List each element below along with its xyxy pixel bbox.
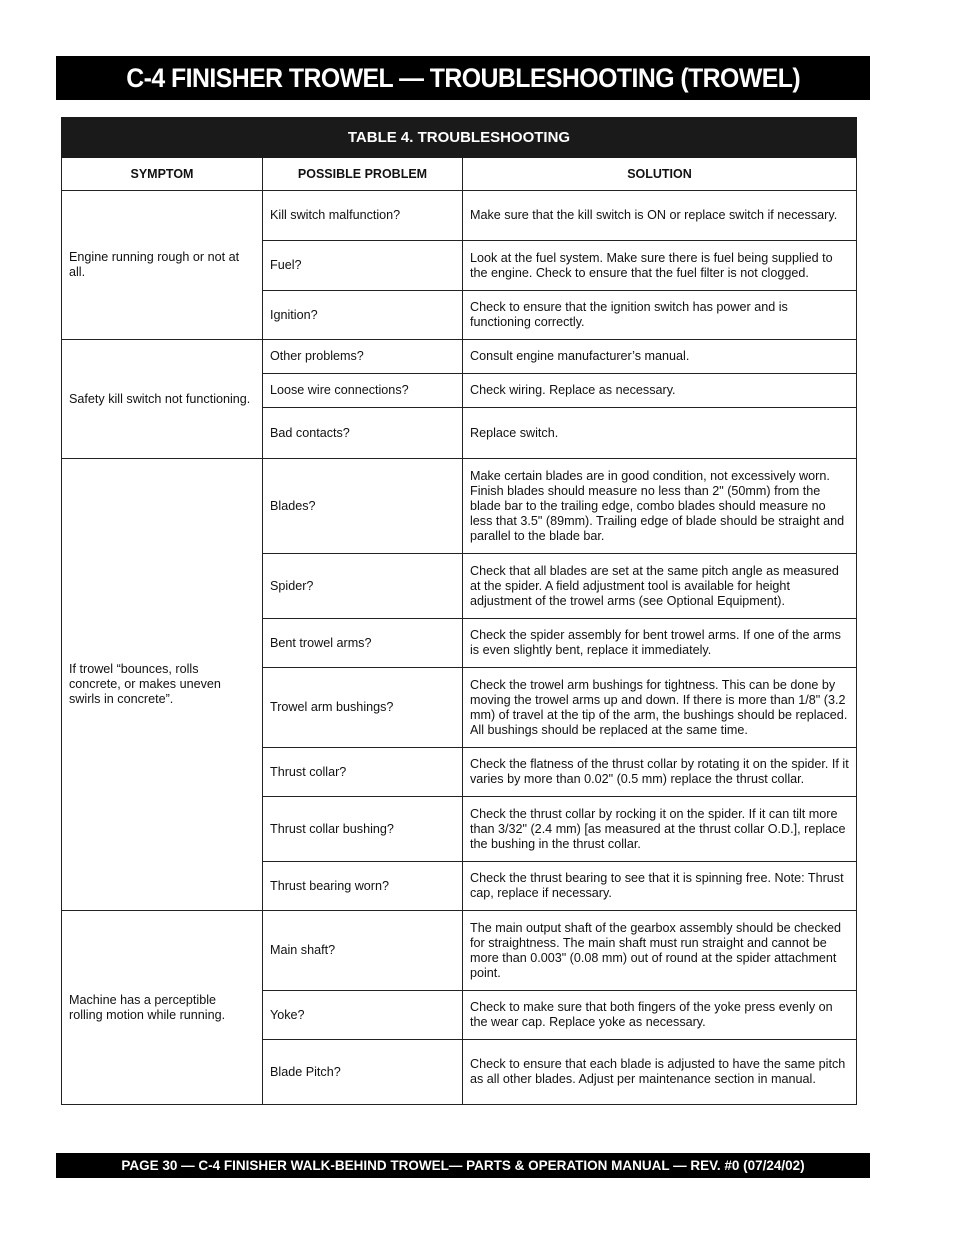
solution-cell: Check that all blades are set at the same pitch angle as measured at the spider. A field adjustment tool is available for height adjustment of the trowel arms (see Optional Equipment). xyxy=(463,554,857,619)
problem-cell: Bad contacts? xyxy=(263,408,463,459)
problem-cell: Other problems? xyxy=(263,340,463,374)
solution-cell: Check the flatness of the thrust collar by rotating it on the spider. If it varies by more than 0.02" (0.5 mm) replace the thrust collar. xyxy=(463,748,857,797)
problem-cell: Trowel arm bushings? xyxy=(263,668,463,748)
column-header-solution: SOLUTION xyxy=(463,158,857,191)
page-title: C-4 FINISHER TROWEL — TROUBLESHOOTING (TROWEL) xyxy=(126,62,800,93)
problem-cell: Blade Pitch? xyxy=(263,1040,463,1105)
solution-cell: Make certain blades are in good condition, not excessively worn. Finish blades should measure no less than 2" (50mm) from the blade bar to the trailing edge, combo blades should measure no less that 3.5" (89mm). Trailing edge of blade should be straight and parallel to the blade bar. xyxy=(463,459,857,554)
solution-cell: Check wiring. Replace as necessary. xyxy=(463,374,857,408)
problem-cell: Fuel? xyxy=(263,241,463,291)
problem-cell: Loose wire connections? xyxy=(263,374,463,408)
page-header xyxy=(56,56,870,100)
column-header-problem: POSSIBLE PROBLEM xyxy=(263,158,463,191)
column-header-row xyxy=(62,158,857,191)
symptom-cell: Safety kill switch not functioning. xyxy=(62,340,263,459)
problem-cell: Bent trowel arms? xyxy=(263,619,463,668)
solution-cell: Look at the fuel system. Make sure there is fuel being supplied to the engine. Check to ensure that the fuel filter is not clogged. xyxy=(463,241,857,291)
troubleshooting-table xyxy=(61,117,857,1105)
solution-cell: Replace switch. xyxy=(463,408,857,459)
problem-cell: Thrust collar bushing? xyxy=(263,797,463,862)
table-row xyxy=(62,911,857,991)
problem-cell: Blades? xyxy=(263,459,463,554)
problem-cell: Spider? xyxy=(263,554,463,619)
table-row xyxy=(62,459,857,554)
problem-cell: Main shaft? xyxy=(263,911,463,991)
footer-text: PAGE 30 — C-4 FINISHER WALK-BEHIND TROWEL— PARTS & OPERATION MANUAL — REV. #0 (07/24/02) xyxy=(121,1158,805,1173)
solution-cell: Make sure that the kill switch is ON or replace switch if necessary. xyxy=(463,191,857,241)
page-footer xyxy=(56,1153,870,1178)
problem-cell: Thrust bearing worn? xyxy=(263,862,463,911)
table-caption: TABLE 4. TROUBLESHOOTING xyxy=(62,118,857,158)
solution-cell: Check the trowel arm bushings for tightness. This can be done by moving the trowel arms up and down. If there is more than 1/8" (3.2 mm) of travel at the tip of the arm, the bushings should be replaced. All bushings should be replaced at the same time. xyxy=(463,668,857,748)
solution-cell: The main output shaft of the gearbox assembly should be checked for straightness. The main shaft must run straight and cannot be more than 0.003" (0.08 mm) out of round at the spider attachment point. xyxy=(463,911,857,991)
symptom-cell: If trowel “bounces, rolls concrete, or makes uneven swirls in concrete”. xyxy=(62,459,263,911)
symptom-cell: Machine has a perceptible rolling motion while running. xyxy=(62,911,263,1105)
solution-cell: Check to make sure that both fingers of the yoke press evenly on the wear cap. Replace yoke as necessary. xyxy=(463,991,857,1040)
problem-cell: Thrust collar? xyxy=(263,748,463,797)
symptom-cell: Engine running rough or not at all. xyxy=(62,191,263,340)
problem-cell: Kill switch malfunction? xyxy=(263,191,463,241)
solution-cell: Check the thrust bearing to see that it is spinning free. Note: Thrust cap, replace if necessary. xyxy=(463,862,857,911)
solution-cell: Check the thrust collar by rocking it on the spider. If it can tilt more than 3/32" (2.4 mm) [as measured at the thrust collar O.D.], replace the bushing in the thrust collar. xyxy=(463,797,857,862)
solution-cell: Check to ensure that the ignition switch has power and is functioning correctly. xyxy=(463,291,857,340)
solution-cell: Check the spider assembly for bent trowel arms. If one of the arms is even slightly bent, replace it immediately. xyxy=(463,619,857,668)
solution-cell: Consult engine manufacturer’s manual. xyxy=(463,340,857,374)
solution-cell: Check to ensure that each blade is adjusted to have the same pitch as all other blades. Adjust per maintenance section in manual. xyxy=(463,1040,857,1105)
column-header-symptom: SYMPTOM xyxy=(62,158,263,191)
table-row xyxy=(62,340,857,374)
problem-cell: Ignition? xyxy=(263,291,463,340)
table-caption-row xyxy=(62,118,857,158)
problem-cell: Yoke? xyxy=(263,991,463,1040)
table-row xyxy=(62,191,857,241)
